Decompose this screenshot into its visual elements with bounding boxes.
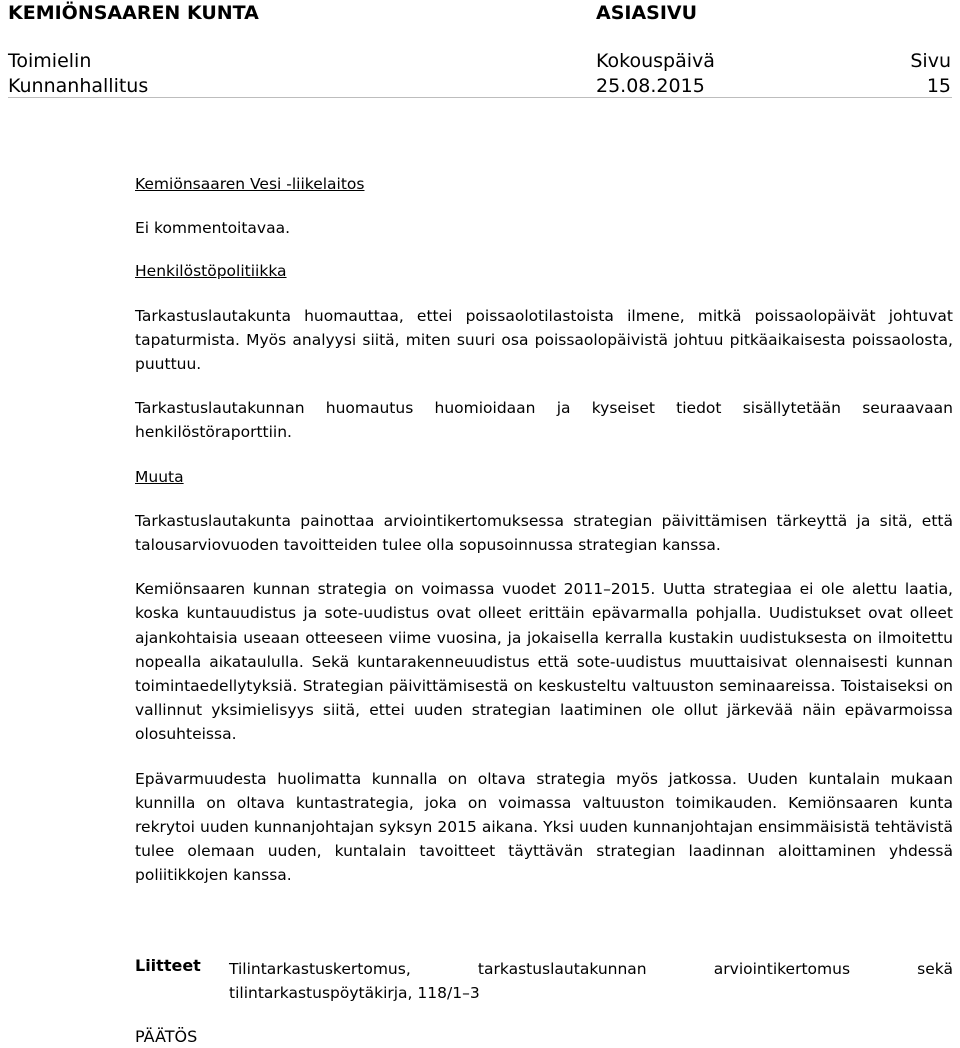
header-divider xyxy=(8,97,952,98)
paragraph: Tarkastuslautakunnan huomautus huomioidaan ja kyseiset tiedot sisällytetään seuraavaan henkilöstöraporttiin. xyxy=(135,399,953,442)
section-heading-henkilosto: Henkilöstöpolitiikka xyxy=(135,262,287,281)
decision-label: PÄÄTÖS xyxy=(135,1027,198,1046)
page-number: 15 xyxy=(926,75,951,97)
paragraph: Kemiönsaaren kunnan strategia on voimassa vuodet 2011–2015. Uutta strategiaa ei ole alettu laatia, koska kuntauudistus ja sote-uudistus ovat olleet erittäin epävarmalla pohjalla. Uudistukset ovat olleet ajankohtaisia useaan otteeseen viime vuosina, ja jokaisella kerralla kustakin uudistuksesta on ilmoitettu nopealla aikataululla. Sekä kuntarakenneuudistus että sote-uudistus muuttaisivat olennaisesti kunnan toimintaedellytyksiä. Strategian päivittämisestä on keskusteltu valtuuston seminaareissa. Toistaiseksi on vallinnut yksimielisyys siitä, ettei uuden strategian laatiminen ole ollut järkevää näin epävarmoissa olosuhteissa. xyxy=(135,580,953,744)
section-heading-vesi: Kemiönsaaren Vesi -liikelaitos xyxy=(135,175,365,193)
date-value: 25.08.2015 xyxy=(596,75,705,97)
body-value: Kunnanhallitus xyxy=(8,75,149,97)
paragraph: Epävarmuudesta huolimatta kunnalla on oltava strategia myös jatkossa. Uuden kuntalain mukaan kunnilla on oltava kuntastrategia, joka on voimassa valtuuston toimikauden. Kemiönsaaren kunta rekrytoi uuden kunnanjohtajan syksyn 2015 aikana. Yksi uuden kunnanjohtajan ensimmäisistä tehtävistä tulee olemaan uuden, kuntalain tavoitteet täyttävän strategian laadinnan aloittaminen yhdessä poliitikkojen kanssa. xyxy=(135,769,953,885)
date-label: Kokouspäivä xyxy=(596,50,715,72)
section-heading-muuta: Muuta xyxy=(135,467,184,486)
attachments-label: Liitteet xyxy=(135,956,201,975)
org-name: KEMIÖNSAAREN KUNTA xyxy=(8,2,259,24)
attachments-text: Tilintarkastuskertomus, tarkastuslautakunnan arviointikertomus sekä tilintarkastuspöytäkirja, 118/1–3 xyxy=(229,960,953,1002)
document-body xyxy=(135,172,953,888)
paragraph: Tarkastuslautakunta painottaa arviointikertomuksessa strategian päivittämisen tärkeyttä ja sitä, että talousarviovuoden tavoitteiden tulee olla sopusoinnussa strategian kanssa. xyxy=(135,511,953,555)
body-label: Toimielin xyxy=(8,50,92,72)
paragraph: Ei kommentoitavaa. xyxy=(135,219,291,238)
page-label: Sivu xyxy=(910,50,951,72)
paragraph: Tarkastuslautakunta huomauttaa, ettei poissaolotilastoista ilmene, mitkä poissaolopäivät johtuvat tapaturmista. Myös analyysi siitä, miten suuri osa poissaolopäivistä johtuu pitkäaikaisesta poissaolosta, puuttuu. xyxy=(135,306,953,374)
doc-type: ASIASIVU xyxy=(596,2,698,24)
